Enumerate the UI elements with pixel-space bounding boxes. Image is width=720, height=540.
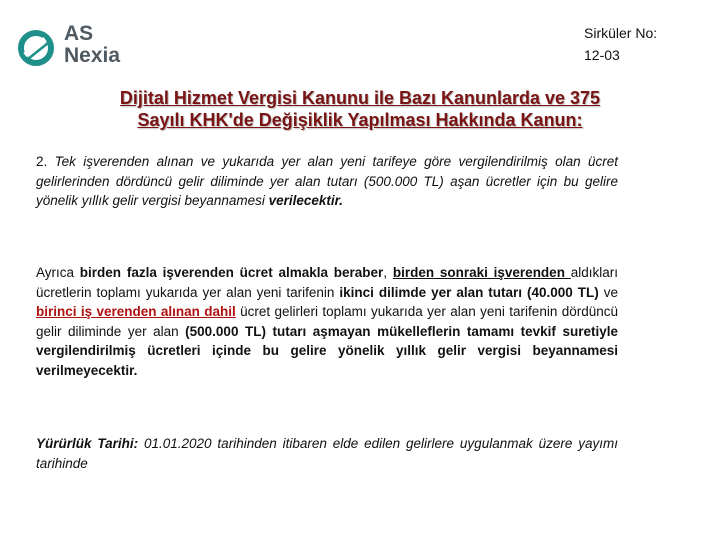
para2-s3: , bbox=[383, 265, 393, 280]
title-line-2: Sayılı KHK'de Değişiklik Yapılması Hakkında Kanun: bbox=[137, 110, 583, 130]
effective-date bbox=[36, 434, 618, 473]
as-nexia-logo bbox=[16, 20, 136, 72]
para2-s7: ve bbox=[598, 284, 618, 300]
paragraph-2-bold: verilecektir. bbox=[268, 193, 343, 208]
paragraph-additional bbox=[36, 263, 618, 380]
para2-s9: ücret gelirleri toplamı yukarıda yer alan yeni tarifenin dördüncü gelir diliminde yer alan bbox=[36, 304, 618, 339]
para2-s10: (500.000 TL) tutarı aşmayan mükelleflerin tamamı tevkif suretiyle vergilendirilmiş ücretleri içinde bu gelire yönelik yıllık gelir vergisi beyannamesi verilmeyecektir. bbox=[36, 323, 618, 378]
para2-s4: birden sonraki işverenden bbox=[392, 265, 571, 280]
paragraph-2 bbox=[36, 152, 618, 211]
circular-info bbox=[584, 22, 657, 66]
circular-label: Sirküler No: bbox=[584, 25, 658, 41]
circular-number: 12-03 bbox=[584, 47, 620, 63]
para2-s2: birden fazla işverenden ücret almakla beraber bbox=[79, 265, 384, 280]
as-nexia-ring-icon bbox=[16, 28, 56, 68]
paragraph-2-text: Tek işverenden alınan ve yukarıda yer alan yeni tarifeye göre vergilendirilmiş olan ücret gelirlerinden dördüncü gelir diliminde yer alan tutarı (500.000 TL) aşan ücretler için bu gelire yönelik yıllık gelir vergisi beyannamesi bbox=[36, 154, 618, 208]
para2-s1: Ayrıca bbox=[36, 265, 80, 280]
para2-s8: birinci iş verenden alınan dahil bbox=[36, 304, 236, 319]
paragraph-number: 2. bbox=[36, 154, 55, 169]
title-line-1: Dijital Hizmet Vergisi Kanunu ile Bazı Kanunlarda ve 375 bbox=[119, 88, 601, 108]
page-title bbox=[36, 87, 684, 131]
para2-s6: ikinci dilimde yer alan tutarı (40.000 TL) bbox=[339, 284, 599, 300]
effective-date-label: Yürürlük Tarihi: bbox=[36, 436, 144, 451]
effective-date-text: 01.01.2020 tarihinden itibaren elde edilen gelirlere uygulanmak üzere yayımı tarihinde bbox=[36, 436, 618, 471]
para2-s5: aldıkları ücretlerin toplamı yukarıda yer alan yeni tarifenin bbox=[36, 265, 618, 300]
logo-line-1: AS bbox=[64, 22, 94, 45]
logo-text bbox=[64, 23, 120, 67]
logo-line-2: Nexia bbox=[64, 44, 121, 67]
